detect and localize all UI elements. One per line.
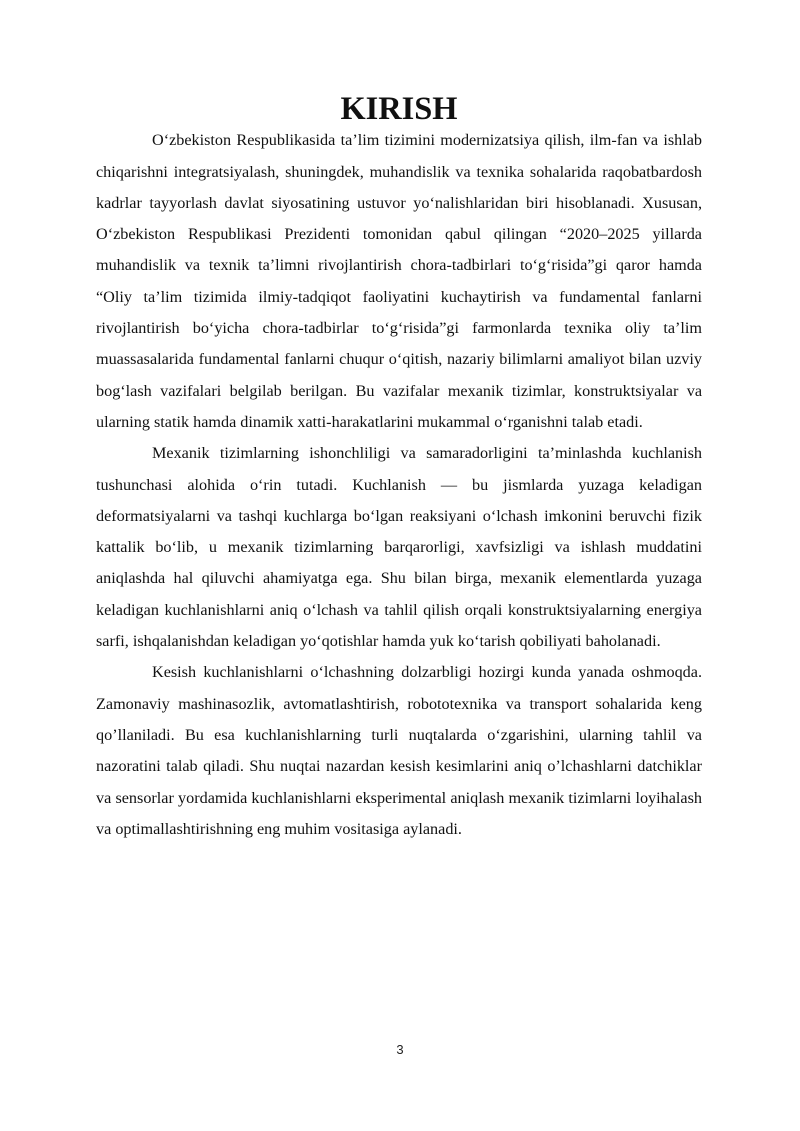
document-page — [96, 91, 702, 845]
paragraph-stress: Mexanik tizimlarning ishonchliligi va samaradorligini ta’minlashda kuchlanish tushunchasi alohida o‘rin tutadi. Kuchlanish — bu jismlarda yuzaga keladigan deformatsiyalarni va tashqi kuchlarga bo‘lgan reaksiyani o‘lchash imkonini beruvchi fizik kattalik bo‘lib, u mexanik tizimlarning barqarorligi, xavfsizligi va ishlash muddatini aniqlashda hal qiluvchi ahamiyatga ega. Shu bilan birga, mexanik elementlarda yuzaga keladigan kuchlanishlarni aniq o‘lchash va tahlil qilish orqali konstruktsiyalarning energiya sarfi, ishqalanishdan keladigan yo‘qotishlar hamda yuk ko‘tarish qobiliyati baholanadi. — [96, 444, 702, 651]
paragraph-intro: O‘zbekiston Respublikasida ta’lim tizimini modernizatsiya qilish, ilm-fan va ishlab chiqarishni integratsiyalash, shuningdek, muhandislik va texnika sohalarida raqobatbardosh kadrlar tayyorlash davlat siyosatining ustuvor yo‘nalishlaridan biri hisoblanadi. Xususan, O‘zbekiston Respublikasi Prezidenti tomonidan qabul qilingan “2020–2025 yillarda muhandislik va texnik ta’limni rivojlantirish chora-tadbirlari to‘g‘risida”gi qaror hamda “Oliy ta’lim tizimida ilmiy-tadqiqot faoliyatini kuchaytirish va fundamental fanlarni rivojlantirish bo‘yicha chora-tadbirlar to‘g‘risida”gi farmonlarda texnika oliy ta’lim muassasalarida fundamental fanlarni chuqur o‘qitish, nazariy bilimlarni amaliyot bilan uzviy bog‘lash vazifalari belgilab berilgan. Bu vazifalar mexanik tizimlar, konstruktsiyalar va ularning statik hamda dinamik xatti-harakatlarini mukammal o‘rganishni talab etadi. — [96, 131, 702, 431]
paragraph-relevance: Kesish kuchlanishlarni o‘lchashning dolzarbligi hozirgi kunda yanada oshmoqda. Zamonaviy mashinasozlik, avtomatlashtirish, robototexnika va transport sohalarida keng qo’llaniladi. Bu esa kuchlanishlarning turli nuqtalarda o‘zgarishini, ularning tahlil va nazoratini talab qiladi. Shu nuqtai nazardan kesish kesimlarini aniq o’lchashlarni datchiklar va sensorlar yordamida kuchlanishlarni eksperimental aniqlash mexanik tizimlarni loyihalash va optimallashtirishning eng muhim vositasiga aylanadi. — [96, 663, 702, 838]
section-title: KIRISH — [340, 91, 458, 127]
page-number: 3 — [396, 1042, 404, 1057]
